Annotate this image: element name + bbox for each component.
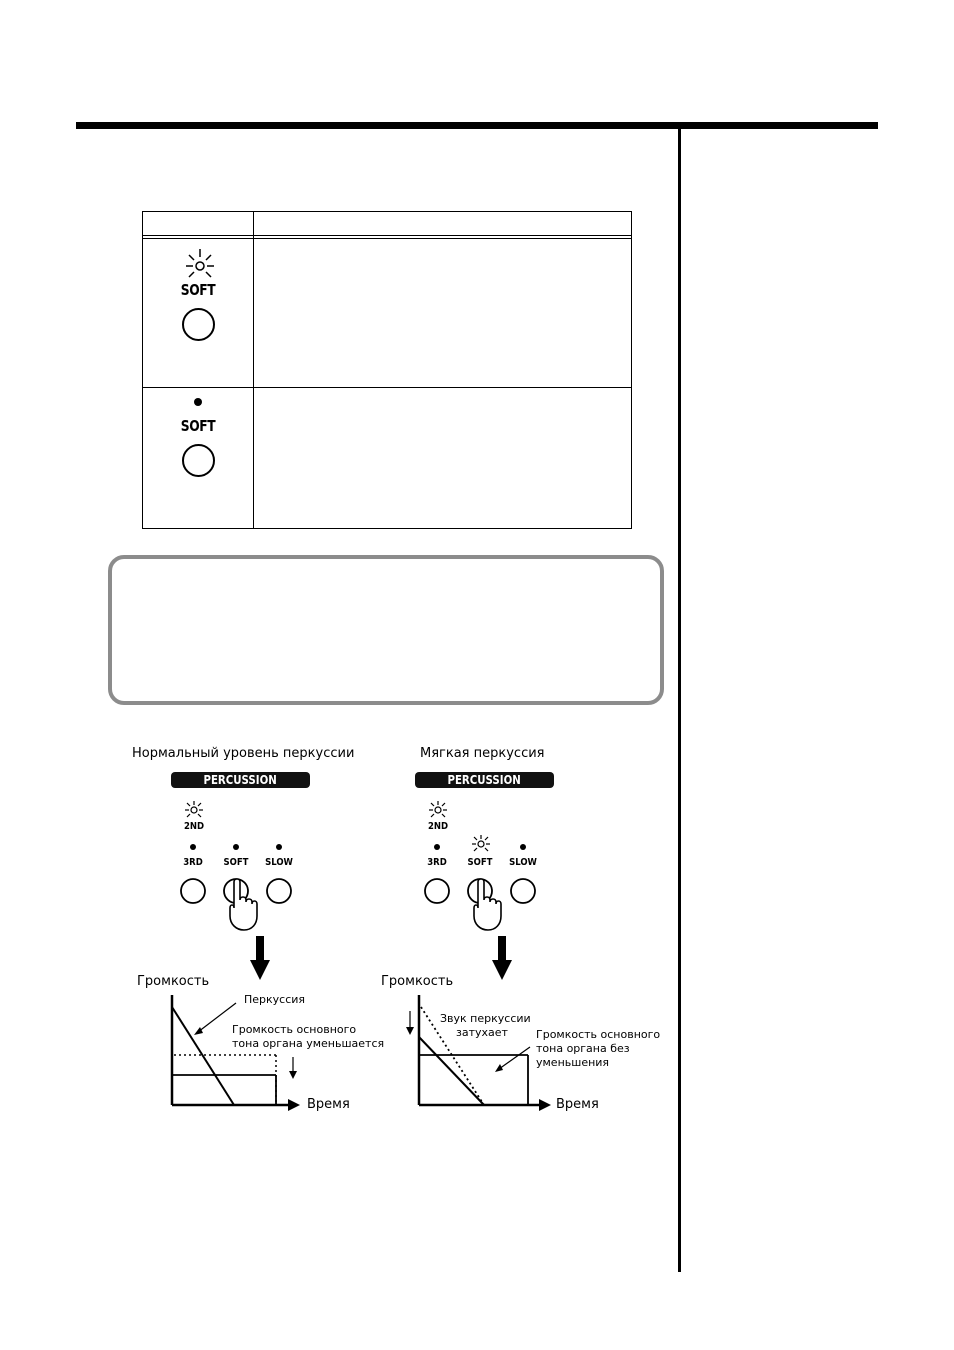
note-box [108,555,664,705]
hand-pointer-icon [224,878,264,938]
3rd-button[interactable] [181,879,205,903]
lit-indicator-icon [179,800,209,822]
organ-level-label-line2: тона органа уменьшается [232,1037,385,1050]
slow-button[interactable] [267,879,291,903]
3rd-button[interactable] [425,879,449,903]
left-envelope-graph [170,995,330,1115]
time-axis-label: Время [307,1097,350,1112]
lit-indicator-icon [180,246,220,282]
down-arrow-icon [492,936,512,980]
3rd-label: 3RD [427,857,447,868]
led-dots [430,842,550,854]
percussion-curve-label: Перкуссия [244,993,306,1006]
right-diagram-title: Мягкая перкуссия [420,746,545,761]
soft-label: SOFT [467,857,493,868]
left-diagram-title: Нормальный уровень перкуссии [132,746,355,761]
led-dots [186,842,306,854]
soft-button-label: SOFT [180,281,216,299]
percussion-panel-label: PERCUSSION [415,772,554,788]
table-header-double-line [143,238,631,239]
organ-level-label-line1: Громкость основного [232,1023,357,1036]
percussion-decay-label-line1: Звук перкуссии [440,1012,531,1025]
percussion-decay-label-line2: затухает [456,1026,508,1039]
table-header-row [143,212,631,236]
lit-indicator-icon [423,800,453,822]
hand-pointer-icon [468,878,508,938]
down-arrow-icon [250,936,270,980]
slow-label: SLOW [509,857,537,868]
2nd-label: 2ND [183,821,205,832]
organ-level-label-line1: Громкость основного [536,1028,661,1041]
time-axis-label: Время [556,1097,599,1112]
slow-label: SLOW [265,857,293,868]
soft-status-table [142,211,632,529]
soft-button-label: SOFT [180,417,216,435]
slow-button[interactable] [511,879,535,903]
soft-button[interactable] [182,444,215,477]
soft-button[interactable] [182,308,215,341]
volume-axis-label: Громкость [381,974,454,989]
2nd-label: 2ND [427,821,449,832]
unlit-indicator-icon [188,397,208,409]
3rd-label: 3RD [183,857,203,868]
table-column-divider [253,212,254,528]
header-rule [76,122,878,129]
organ-level-label-line2: тона органа без [536,1042,630,1055]
right-envelope-graph [404,995,574,1115]
table-row-divider [143,387,631,388]
volume-axis-label: Громкость [137,974,210,989]
percussion-panel-label: PERCUSSION [171,772,310,788]
margin-rule [678,122,681,1272]
soft-label: SOFT [223,857,249,868]
organ-level-label-line3: уменьшения [536,1056,610,1069]
